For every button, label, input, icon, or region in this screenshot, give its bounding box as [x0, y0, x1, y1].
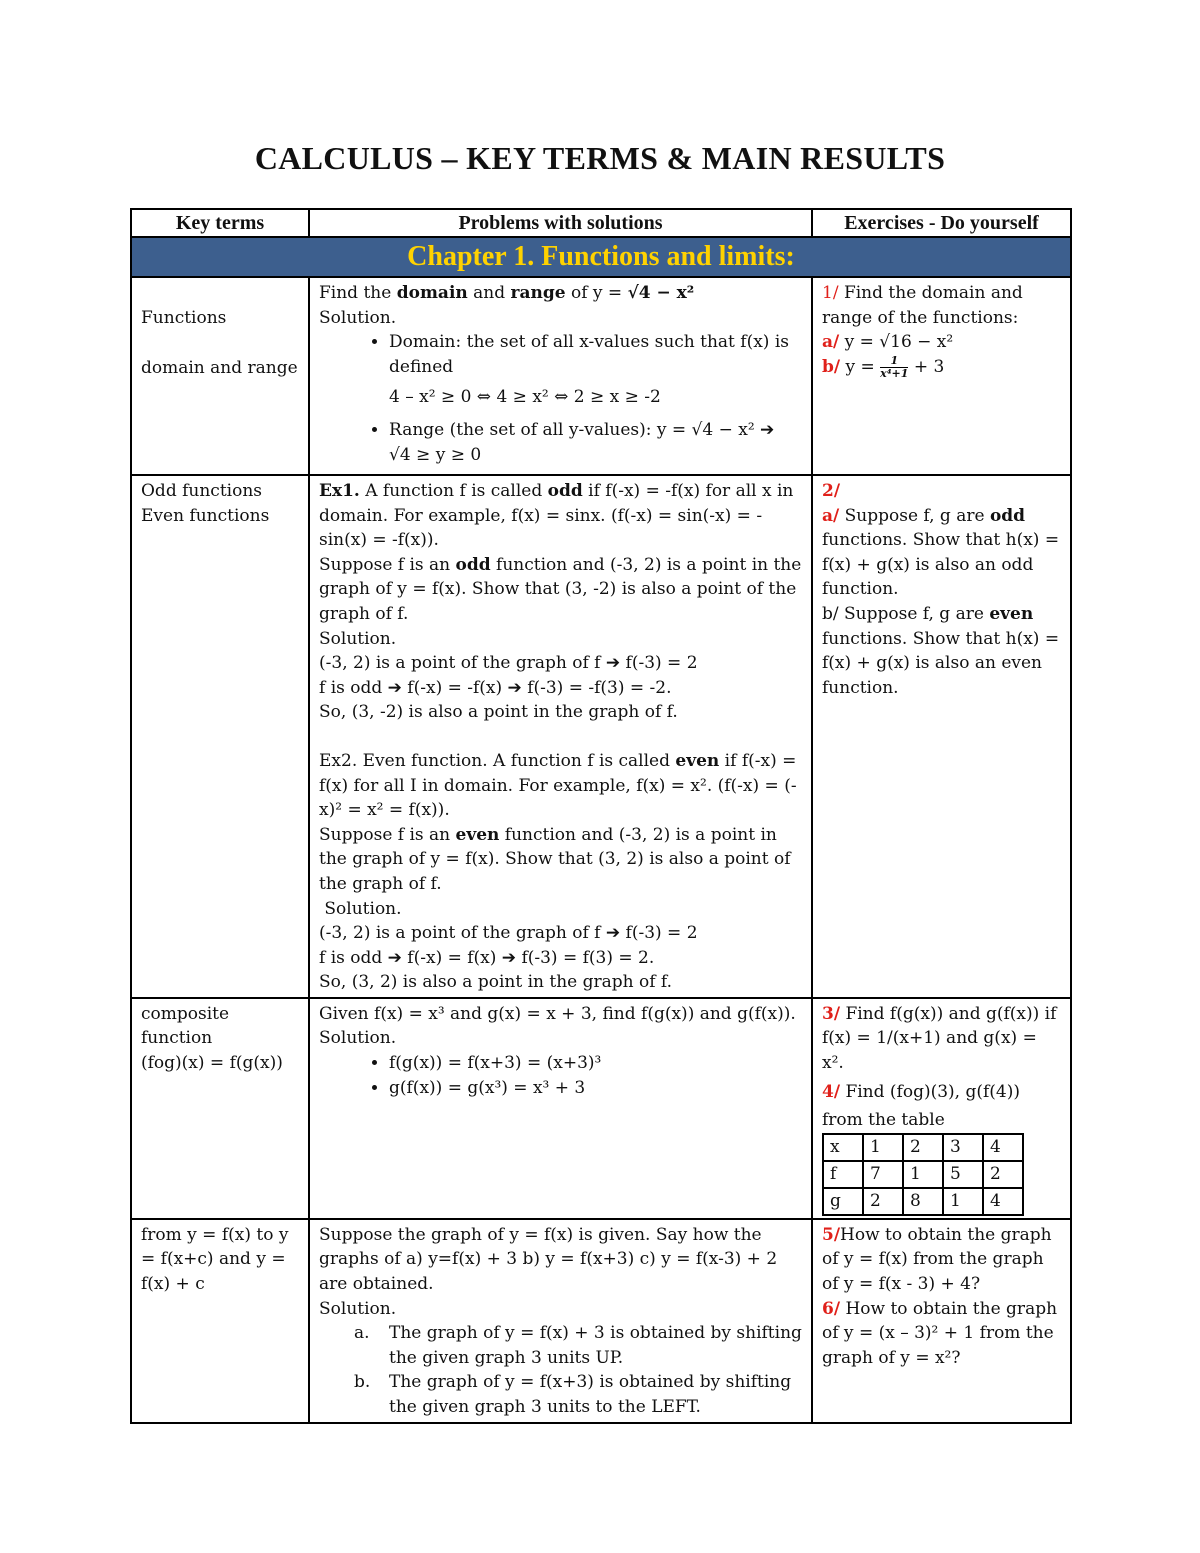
problem-statement: Find the domain and range of y = √4 − x² — [319, 283, 695, 303]
solution-list — [319, 1051, 803, 1100]
value-table — [822, 1133, 1024, 1216]
table-cell: f — [823, 1161, 863, 1188]
problem-cell: Ex1. A function f is called odd if f(-x) = -f(x) for all x in domain. For example, f(x) = sinx. (f(-x) = sin(-x) = -sin(x) = -f(x)). Suppose f is an odd function and (-3, 2) is a point in the graph of y = f(x). Show that (3, -2) is also a point of the graph of f. Solution. (-3, 2) is a point of the graph of f ➔ f(-3) = 2 f is odd ➔ f(-x) = -f(x) ➔ f(-3) = -f(3) = -2. So, (3, -2) is also a point in the graph of f. Ex2. Even function. A function f is called even if f(-x) = f(x) for all I in domain. For example, f(x) = x². (f(-x) = (-x)² = x² = f(x)). Suppose f is an even function and (-3, 2) is a point in the graph of y = f(x). Show that (3, 2) is also a point of the graph of f. Solution. (-3, 2) is a point of the graph of f ➔ f(-3) = 2 f is odd ➔ f(-x) = f(x) ➔ f(-3) = f(3) = 2. So, (3, 2) is also a point in the graph of f. — [309, 475, 812, 998]
key-term: Functions — [141, 308, 227, 328]
example-2: Ex2. Even function. A function f is called even if f(-x) = f(x) for all I in domain. For example, f(x) = x². (f(-x) = (-x)² = x² = f(x)). — [319, 750, 797, 821]
list-item: • f(g(x)) = f(x+3) = (x+3)³ — [389, 1051, 803, 1076]
fraction: $\frac{1}{\text{x⁴+1}}$ — [880, 353, 909, 380]
list-item: • Domain: the set of all x-values such that f(x) is defined 4 – x² ≥ 0 ⇔ 4 ≥ x² ⇔ 2 ≥ x ≥ -2 — [389, 330, 803, 410]
table-row — [131, 998, 1071, 1219]
exercise-cell — [812, 277, 1071, 475]
table-cell: 5 — [943, 1161, 983, 1188]
list-item: • Range (the set of all y-values): y = √4 − x² ➔ √4 ≥ y ≥ 0 — [389, 418, 803, 467]
key-term: composite function — [141, 1003, 230, 1049]
table-cell: 3 — [943, 1134, 983, 1161]
key-term: domain and range — [141, 357, 298, 378]
header-exercises: Exercises - Do yourself — [812, 209, 1071, 237]
key-term-cell — [131, 277, 309, 475]
exercise-cell — [812, 475, 1071, 998]
chapter-heading: Chapter 1. Functions and limits: — [131, 237, 1071, 277]
problem-cell — [309, 998, 812, 1219]
table-row — [823, 1161, 1023, 1188]
solution-label: Solution. — [319, 898, 402, 919]
table-cell: 8 — [903, 1188, 943, 1215]
table-cell: 1 — [903, 1161, 943, 1188]
exercise-5: 5/How to obtain the graph of y = f(x) from the graph of y = f(x - 3) + 4? — [822, 1224, 1052, 1295]
exercise-1: 1/ Find the domain and range of the functions: — [822, 283, 1023, 328]
exercise-cell: 3/ Find f(g(x)) and g(f(x)) if f(x) = 1/(x+1) and g(x) = x². 4/ Find (fog)(3), g(f(4)) from the table x 1 2 3 4 f 7 1 5 2 g 2 8 1 4 — [812, 998, 1071, 1219]
table-cell: 2 — [863, 1188, 903, 1215]
key-terms-table — [130, 208, 1072, 1424]
exercise-1a: a/ y = √16 − x² — [822, 332, 954, 353]
table-cell: 1 — [943, 1188, 983, 1215]
table-cell: 4 — [983, 1134, 1023, 1161]
key-term-cell: from y = f(x) to y = f(x+c) and y = f(x) + c — [131, 1219, 309, 1423]
table-cell: 7 — [863, 1161, 903, 1188]
exercise-cell — [812, 1219, 1071, 1423]
key-term: Even functions — [141, 505, 270, 526]
list-item: b. The graph of y = f(x+3) is obtained by shifting the given graph 3 units to the LEFT. — [354, 1372, 792, 1417]
exercise-4: 4/ Find (fog)(3), g(f(4)) — [822, 1081, 1020, 1102]
chapter-row — [131, 237, 1071, 277]
key-term-cell — [131, 475, 309, 998]
exercise-2a: a/ Suppose f, g are odd functions. Show that h(x) = f(x) + g(x) is also an odd function. — [822, 505, 1060, 600]
problem-statement: Suppose the graph of y = f(x) is given. Say how the graphs of a) y=f(x) + 3 b) y = f(x+3) c) y = f(x-3) + 2 are obtained. — [319, 1224, 778, 1295]
table-cell: g — [823, 1188, 863, 1215]
table-row — [131, 475, 1071, 998]
list-item: • g(f(x)) = g(x³) = x³ + 3 — [389, 1076, 803, 1101]
exercise-6: 6/ How to obtain the graph of y = (x – 3)² + 1 from the graph of y = x²? — [822, 1298, 1058, 1368]
solution-list — [319, 330, 803, 467]
solution-label: Solution. — [319, 1298, 397, 1319]
list-item: a. The graph of y = f(x) + 3 is obtained by shifting the given graph 3 units UP. — [354, 1323, 802, 1368]
problem-cell — [309, 1219, 812, 1423]
exercise-2b: b/ Suppose f, g are even functions. Show that h(x) = f(x) + g(x) is also an even function. — [822, 603, 1060, 698]
table-row — [131, 1219, 1071, 1423]
problem-statement: Given f(x) = x³ and g(x) = x + 3, find f(g(x)) and g(f(x)). — [319, 1003, 796, 1024]
exercise-2: 2/ — [822, 481, 841, 501]
header-key-terms: Key terms — [131, 209, 309, 237]
table-cell: x — [823, 1134, 863, 1161]
table-cell: 2 — [903, 1134, 943, 1161]
exercise-1b: b/ y = $\frac{1}{\text{x⁴+1}}$ + 3 — [822, 353, 945, 380]
problem-cell — [309, 277, 812, 475]
page-title: CALCULUS – KEY TERMS & MAIN RESULTS — [254, 140, 946, 176]
table-cell: 1 — [863, 1134, 903, 1161]
example-1: Ex1. A function f is called odd if f(-x) = -f(x) for all x in domain. For example, f(x) = sinx. (f(-x) = sin(-x) = -sin(x) = -f(x)). — [319, 481, 794, 551]
solution-label: Solution. — [319, 307, 397, 328]
table-cell: 2 — [983, 1161, 1023, 1188]
header-row — [131, 209, 1071, 237]
key-term: (fog)(x) = f(g(x)) — [141, 1053, 283, 1074]
table-row — [823, 1134, 1023, 1161]
solution-list — [319, 1321, 803, 1419]
table-row — [823, 1188, 1023, 1215]
header-problems: Problems with solutions — [309, 209, 812, 237]
key-term-cell — [131, 998, 309, 1219]
key-term: Odd functions — [141, 481, 262, 501]
solution-label: Solution. — [319, 1028, 397, 1049]
solution-label: Solution. — [319, 628, 397, 649]
exercise-3: 3/ Find f(g(x)) and g(f(x)) if f(x) = 1/(x+1) and g(x) = x². — [822, 1003, 1057, 1074]
table-cell: 4 — [983, 1188, 1023, 1215]
table-row — [131, 277, 1071, 475]
